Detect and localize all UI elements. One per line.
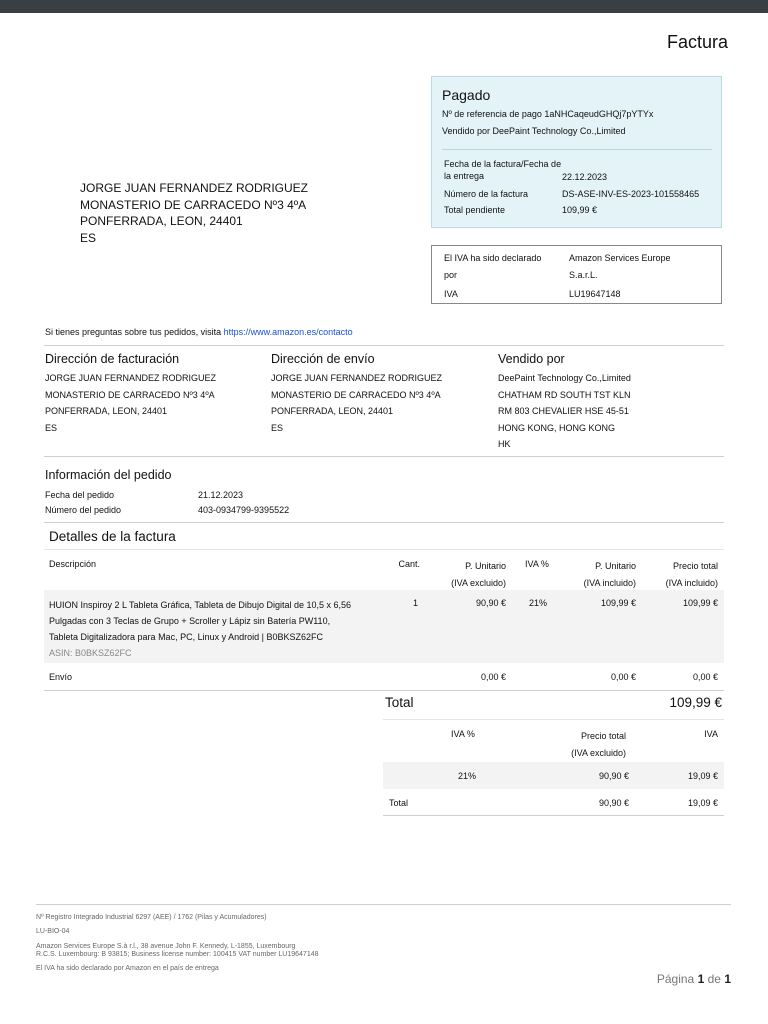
vat-summary-col-total-line1: Precio total (580, 731, 626, 741)
order-number-value: 403-0934799-9395522 (198, 505, 290, 515)
divider (44, 345, 724, 346)
item-quantity: 1 (413, 598, 419, 608)
item-total: 109,99 € (682, 598, 718, 608)
shipping-line: MONASTERIO DE CARRACEDO Nº3 4ºA (271, 389, 441, 400)
billing-line: ES (45, 422, 58, 433)
payment-box (431, 76, 722, 228)
invoice-number-label: Número de la factura (444, 189, 529, 199)
shipping-address (271, 352, 481, 436)
invoice-number-value: DS-ASE-INV-ES-2023-101558465 (562, 189, 700, 199)
item-unit-ex: 90,90 € (475, 598, 506, 608)
customer-line: PONFERRADA, LEON, 24401 (80, 214, 243, 228)
footer-code: LU-BIO-04 (36, 928, 70, 935)
col-unit-ex-line2: (IVA excluido) (451, 578, 506, 588)
divider (44, 522, 724, 523)
page-of: de (707, 972, 721, 986)
order-info-title: Información del pedido (45, 468, 172, 482)
footer-rcs: R.C.S. Luxembourg: B 93815; Business license number: 100415 VAT number LU19647148 (36, 951, 319, 958)
vat-declared-label: El IVA ha sido declarado por (444, 253, 542, 280)
vat-box (431, 245, 722, 304)
vat-summary-sum-total: 90,90 € (598, 798, 629, 808)
contact-line (45, 326, 353, 338)
customer-line: ES (80, 230, 97, 245)
billing-line: JORGE JUAN FERNANDEZ RODRIGUEZ (45, 373, 217, 383)
billing-title: Dirección de facturación (45, 352, 180, 366)
pending-value: 109,99 € (562, 205, 598, 215)
contact-link[interactable]: https://www.amazon.es/contacto (223, 327, 353, 337)
seller-address (498, 352, 718, 453)
footer-registry: Nº Registro Integrado Industrial 6297 (AEE) / 1762 (Pilas y Acumuladores) (36, 914, 267, 921)
seller-line: HONG KONG, HONG KONG (498, 422, 616, 433)
vat-summary-col-vat: IVA % (451, 729, 475, 739)
seller-line: CHATHAM RD SOUTH TST KLN (498, 389, 631, 400)
item-asin: ASIN: B0BKSZ62FC (49, 648, 132, 658)
order-date-value: 21.12.2023 (198, 490, 244, 500)
col-unit-in-line2: (IVA incluido) (583, 578, 636, 588)
vat-declared-value: Amazon Services Europe S.a.r.L. (569, 253, 671, 280)
col-unit-ex-line1: P. Unitario (465, 561, 506, 571)
billing-line: MONASTERIO DE CARRACEDO Nº3 4ºA (45, 389, 215, 400)
footer-vat-note: El IVA ha sido declarado por Amazon en el país de entrega (36, 965, 219, 972)
item-description-line: Tableta Digitalizadora para Mac, PC, Linux y Android | B0BKSZ62FC (49, 632, 323, 642)
item-description-line: HUION Inspiroy 2 L Tableta Gráfica, Tableta de Dibujo Digital de 10,5 x 6,56 (49, 600, 352, 610)
vat-id-label: IVA (444, 289, 458, 299)
vat-summary-sum-label: Total (389, 798, 409, 808)
vat-summary-iva: 19,09 € (687, 771, 718, 781)
invoice-date-value: 22.12.2023 (562, 172, 608, 182)
shipping-line: ES (271, 422, 284, 433)
page-indicator (657, 972, 731, 986)
payment-reference: Nº de referencia de pago 1aNHCaqeudGHQj7pYTYx (442, 109, 654, 119)
col-unit-in (556, 558, 636, 592)
shipping-line: JORGE JUAN FERNANDEZ RODRIGUEZ (271, 373, 443, 383)
vat-summary-col-total-line2: (IVA excluido) (571, 748, 626, 758)
col-total-line1: Precio total (672, 561, 718, 571)
seller-line: RM 803 CHEVALIER HSE 45-51 (498, 406, 629, 416)
shipping-total: 0,00 € (692, 672, 718, 682)
customer-line: JORGE JUAN FERNANDEZ RODRIGUEZ (80, 181, 309, 195)
vat-id-value: LU19647148 (569, 289, 621, 299)
item-description-line: Pulgadas con 3 Teclas de Grupo + Scroller y Lápiz sin Batería PW110, (49, 616, 331, 626)
pending-label: Total pendiente (444, 205, 506, 215)
col-total-line2: (IVA incluido) (665, 578, 718, 588)
col-vat: IVA % (525, 559, 549, 569)
shipping-label: Envío (49, 672, 73, 682)
item-description (49, 597, 389, 661)
payment-status: Pagado (442, 87, 491, 103)
footer-company: Amazon Services Europe S.à r.l., 38 avenue John F. Kennedy, L-1855, Luxembourg (36, 943, 296, 950)
vat-summary-sum-iva: 19,09 € (687, 798, 718, 808)
customer-line: MONASTERIO DE CARRACEDO Nº3 4ºA (80, 197, 307, 212)
page-label: Página (656, 972, 695, 986)
item-unit-in: 109,99 € (600, 598, 636, 608)
item-vat: 21% (529, 598, 548, 608)
contact-text: Si tienes preguntas sobre tus pedidos, visita (45, 327, 222, 337)
page-total: 1 (724, 972, 731, 986)
order-number-label: Número del pedido (45, 505, 122, 515)
shipping-title: Dirección de envío (271, 352, 375, 366)
seller-line: DeePaint Technology Co.,Limited (498, 373, 631, 383)
document-title: Factura (666, 32, 728, 52)
vat-summary-rate: 21% (458, 771, 477, 781)
order-date-label: Fecha del pedido (45, 490, 115, 500)
vat-summary-total: 90,90 € (598, 771, 629, 781)
total-label: Total (385, 695, 414, 710)
divider (44, 456, 724, 457)
payment-seller: Vendido por DeePaint Technology Co.,Limited (442, 126, 626, 136)
col-unit-ex (426, 558, 506, 592)
shipping-unit-ex: 0,00 € (480, 672, 506, 682)
shipping-unit-in: 0,00 € (610, 672, 636, 682)
col-quantity: Cant. (398, 559, 420, 569)
divider (442, 149, 712, 150)
divider (383, 719, 724, 720)
top-bar (0, 0, 768, 13)
customer-address (80, 180, 308, 246)
col-description: Descripción (49, 559, 97, 569)
billing-line: PONFERRADA, LEON, 24401 (45, 406, 168, 416)
seller-title: Vendido por (498, 352, 565, 366)
vat-summary-col-iva: IVA (704, 729, 718, 739)
page-number: 1 (697, 972, 705, 986)
invoice-details-title: Detalles de la factura (49, 529, 176, 544)
billing-address (45, 352, 255, 436)
seller-line: HK (498, 439, 511, 449)
divider (44, 549, 724, 550)
total-value: 109,99 € (669, 695, 722, 710)
divider (383, 815, 724, 816)
divider (44, 690, 724, 691)
vat-summary-col-total (546, 728, 626, 762)
shipping-line: PONFERRADA, LEON, 24401 (271, 406, 394, 416)
col-unit-in-line1: P. Unitario (595, 561, 636, 571)
col-total (638, 558, 718, 592)
invoice-date-label: Fecha de la factura/Fecha de la entrega (444, 159, 562, 181)
footer-divider (36, 904, 731, 905)
